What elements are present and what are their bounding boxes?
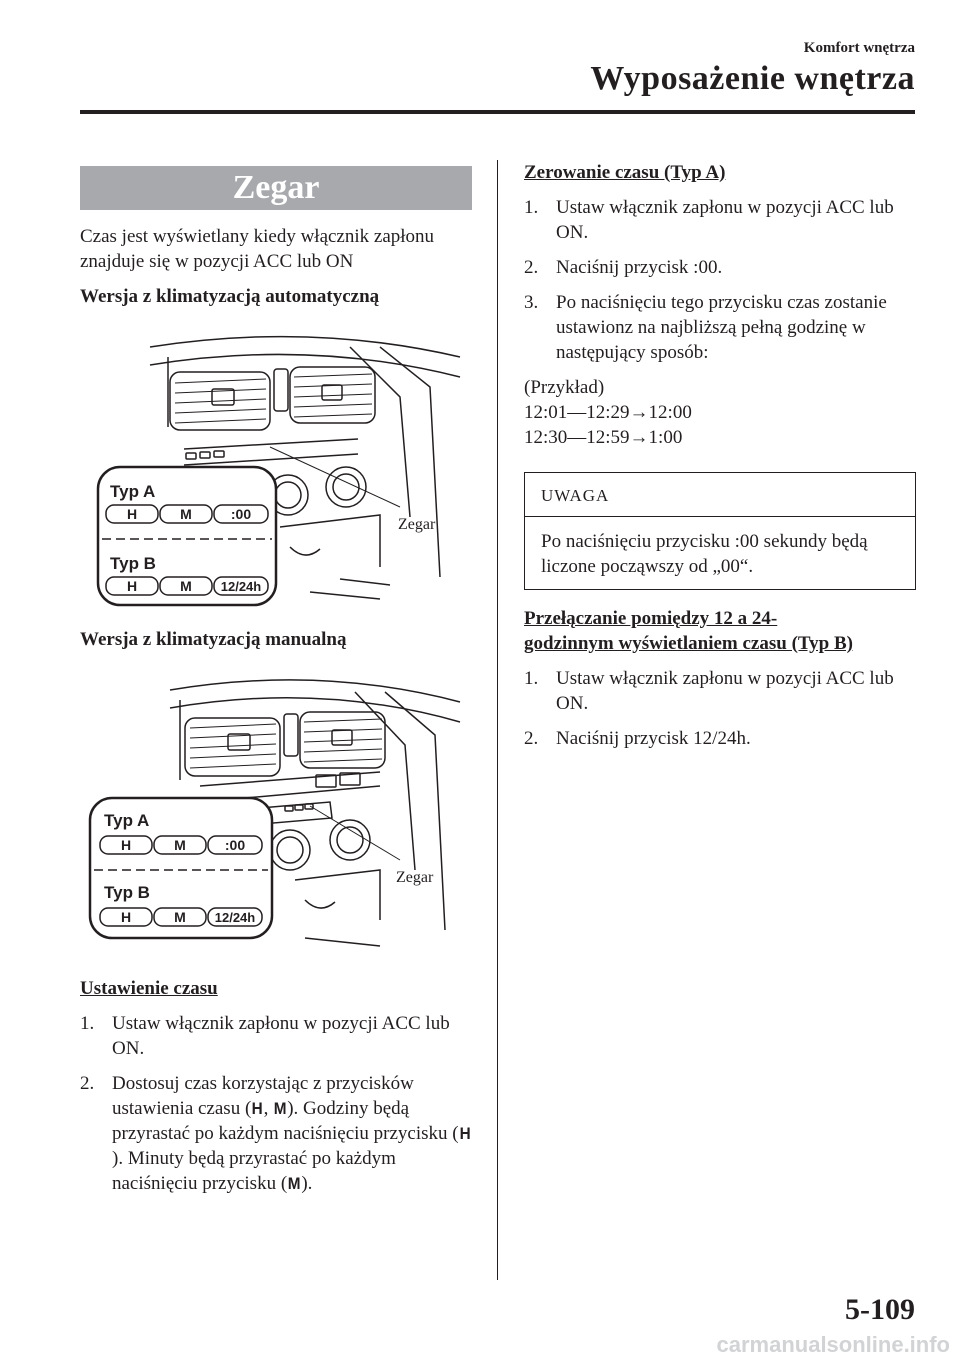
typ-b-label: Typ B — [110, 554, 156, 573]
callout-zegar-m: Zegar — [396, 869, 434, 886]
btn-m-b: M — [180, 578, 192, 594]
section-banner: Zegar — [80, 166, 472, 210]
header-subtitle: Komfort wnętrza — [803, 40, 915, 56]
minute-button-icon: M — [273, 1099, 287, 1118]
reset-step-2: 2. Naciśnij przycisk :00. — [524, 257, 723, 278]
reset-step-3: 3. Po naciśnięciu tego przycisku czas zostanie ustawionz na najbliższą pełną godzinę w następujący sposób: — [524, 292, 887, 363]
left-column — [80, 166, 472, 1206]
btn-h-b: H — [126, 578, 138, 594]
btn-1224-mb: 12/24h — [214, 910, 256, 925]
setting-heading: Ustawienie czasu — [80, 978, 218, 999]
hour-button-icon: H — [251, 1099, 263, 1118]
btn-m-a: M — [180, 506, 192, 522]
figure-manual — [80, 660, 472, 960]
minute-button-icon: M — [287, 1174, 301, 1193]
column-divider — [497, 160, 498, 1280]
example-label: (Przykład) — [524, 377, 605, 398]
typ-b-label-m: Typ B — [104, 883, 150, 902]
btn-h-mb: H — [120, 909, 132, 925]
intro-text: Czas jest wyświetlany kiedy włącznik zapłonu znajduje się w pozycji ACC lub ON — [80, 226, 435, 272]
switch-step-1: 1. Ustaw włącznik zapłonu w pozycji ACC lub ON. — [524, 668, 894, 714]
header-rule — [80, 110, 915, 114]
reset-step-1: 1. Ustaw włącznik zapłonu w pozycji ACC lub ON. — [524, 197, 894, 243]
page-number: 5-109 — [845, 1293, 915, 1326]
callout-zegar: Zegar — [398, 516, 436, 533]
switch-steps — [524, 666, 916, 751]
btn-h-ma: H — [120, 837, 132, 853]
setting-step-2: 2. Dostosuj czas korzystając z przycisków ustawienia czasu (H, M). Godziny będą przyrastać po każdym naciśnięciu przycisku (H). Minuty będą przyrastać po każdym naciśnięciu przycisku (M). — [80, 1073, 471, 1194]
btn-1224-b: 12/24h — [220, 579, 262, 594]
dashboard-illustration-auto — [80, 317, 472, 617]
btn-h-a: H — [126, 506, 138, 522]
dashboard-illustration-manual — [80, 660, 472, 960]
btn-00-ma: :00 — [224, 837, 246, 853]
switch-step-2: 2. Naciśnij przycisk 12/24h. — [524, 728, 751, 749]
right-column — [524, 160, 916, 761]
btn-00-a: :00 — [230, 506, 252, 522]
figure-auto-heading: Wersja z klimatyzacją automatyczną — [80, 286, 380, 307]
example-line-1: 12:01—12:29→12:00 — [524, 402, 692, 423]
example-line-2: 12:30—12:59→1:00 — [524, 427, 683, 448]
reset-heading: Zerowanie czasu (Typ A) — [524, 162, 726, 183]
note-text: Po naciśnięciu przycisku :00 sekundy będą liczone począwszy od „00“. — [541, 531, 868, 577]
setting-step-1: 1. Ustaw włącznik zapłonu w pozycji ACC lub ON. — [80, 1013, 450, 1059]
figure-manual-heading: Wersja z klimatyzacją manualną — [80, 629, 347, 650]
note-label: UWAGA — [525, 473, 915, 517]
reset-steps — [524, 195, 916, 365]
header-title: Wyposażenie wnętrza — [590, 60, 915, 97]
btn-m-mb: M — [174, 909, 186, 925]
watermark: carmanualsonline.info — [716, 1332, 950, 1357]
btn-m-ma: M — [174, 837, 186, 853]
typ-a-label-m: Typ A — [104, 811, 150, 830]
setting-steps — [80, 1011, 472, 1196]
figure-auto — [80, 317, 472, 617]
hour-button-icon: H — [459, 1124, 471, 1143]
note-box — [524, 472, 916, 590]
typ-a-label: Typ A — [110, 482, 156, 501]
switch-heading: Przełączanie pomiędzy 12 a 24-godzinnym wyświetlaniem czasu (Typ B) — [524, 608, 853, 654]
